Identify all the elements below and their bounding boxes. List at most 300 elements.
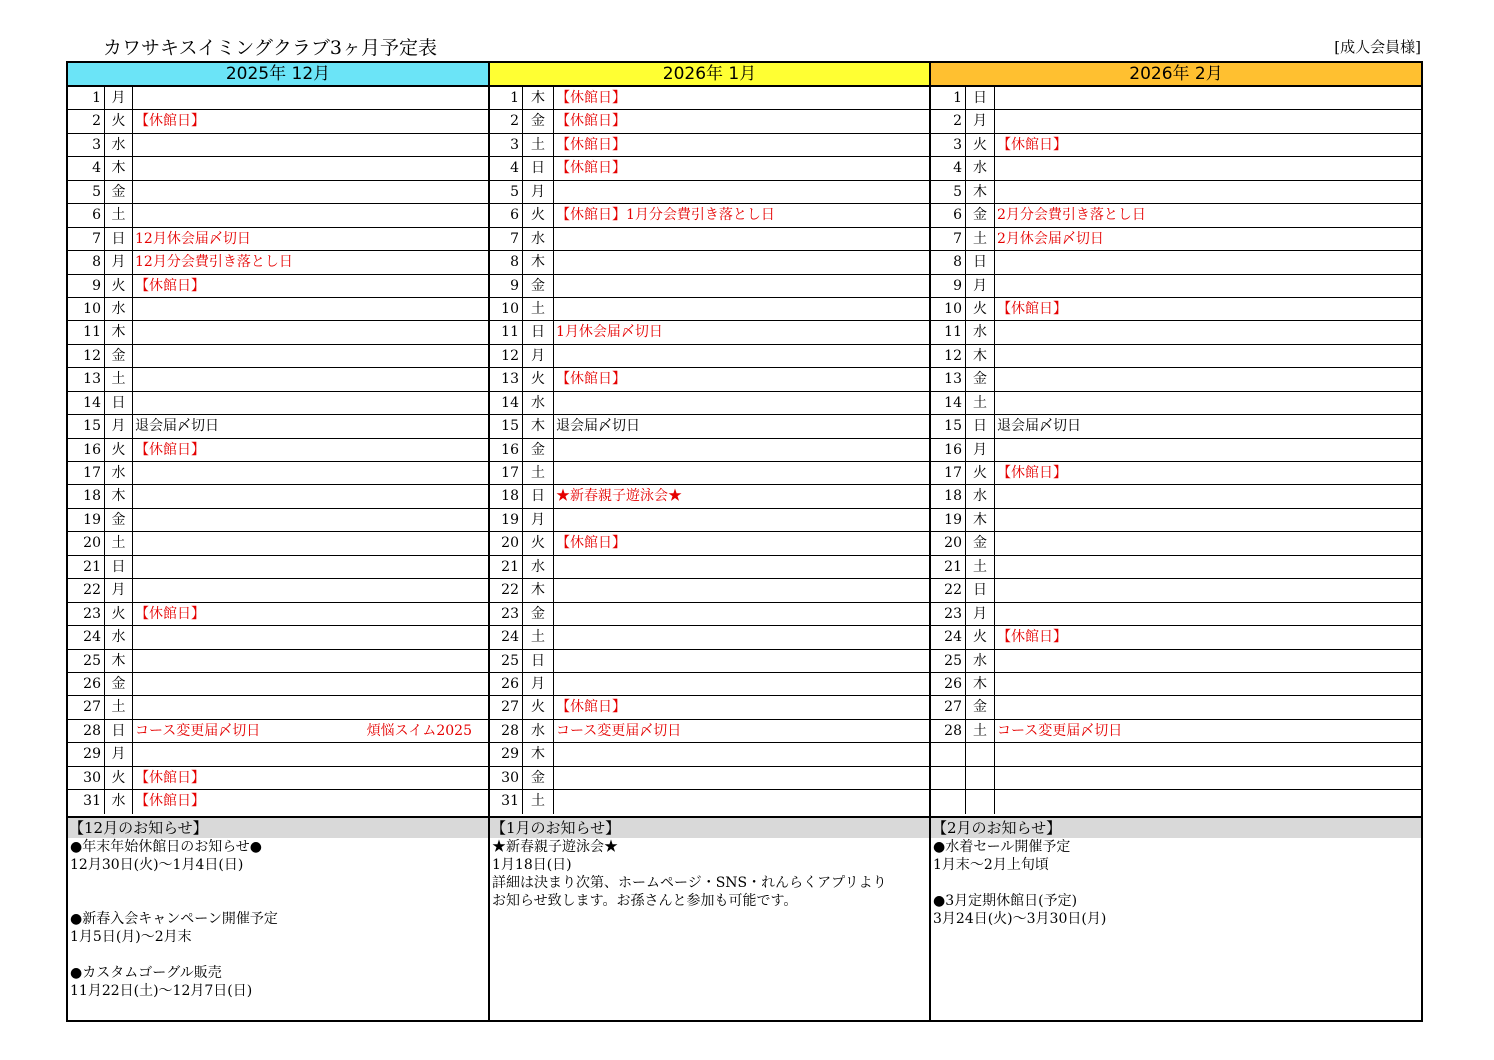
day-number: 1 [490, 87, 523, 109]
day-number: 22 [490, 579, 523, 601]
event-text [554, 556, 929, 578]
event-label: 【休館日】 [135, 113, 205, 130]
day-number: 31 [68, 790, 105, 813]
day-number: 2 [931, 110, 966, 132]
weekday: 火 [105, 767, 133, 789]
weekday: 日 [966, 251, 995, 273]
day-row [931, 650, 1421, 673]
day-row [490, 790, 929, 813]
day-number: 17 [490, 462, 523, 484]
event-text [133, 157, 488, 179]
day-row [931, 368, 1421, 391]
day-number: 7 [68, 228, 105, 250]
day-number: 24 [68, 626, 105, 648]
event-label: 【休館日】 [135, 793, 205, 810]
event-text [133, 368, 488, 390]
weekday: 月 [966, 439, 995, 461]
day-row [490, 204, 929, 227]
event-text [554, 790, 929, 813]
day-row [490, 532, 929, 555]
event-text [133, 626, 488, 648]
weekday: 土 [105, 368, 133, 390]
event-label: コース変更届〆切日 [997, 722, 1123, 739]
event-text [133, 485, 488, 507]
event-text [133, 673, 488, 695]
event-label: コース変更届〆切日 [135, 722, 261, 739]
day-row [931, 275, 1421, 298]
day-row [931, 720, 1421, 743]
day-row [931, 462, 1421, 485]
event-text [133, 720, 488, 742]
weekday: 水 [105, 790, 133, 813]
day-row [68, 87, 488, 110]
event-text [554, 532, 929, 554]
day-number: 14 [490, 392, 523, 414]
day-number [931, 743, 966, 765]
weekday: 土 [105, 204, 133, 226]
event-label: 【休館日】 [997, 629, 1067, 646]
day-number: 16 [931, 439, 966, 461]
day-row [931, 790, 1421, 813]
event-text [554, 509, 929, 531]
weekday: 木 [105, 321, 133, 343]
day-number: 3 [68, 134, 105, 156]
day-number: 21 [490, 556, 523, 578]
day-number: 3 [490, 134, 523, 156]
weekday: 木 [966, 345, 995, 367]
event-label: 退会届〆切日 [997, 418, 1081, 435]
event-text [995, 626, 1421, 648]
notice-line: ●カスタムゴーグル販売 [70, 965, 222, 981]
notice-body [931, 838, 1421, 928]
weekday: 金 [523, 603, 554, 625]
event-label: 【休館日】 [135, 277, 205, 294]
event-text [133, 462, 488, 484]
event-text [554, 275, 929, 297]
event-label: 【休館日】 [997, 136, 1067, 153]
event-text [995, 720, 1421, 742]
notice-line: ●3月定期休館日(予定) [933, 893, 1078, 909]
event-text [554, 650, 929, 672]
notice-line: 詳細は決まり次第、ホームページ・SNS・れんらくアプリより [492, 875, 887, 891]
day-number: 1 [68, 87, 105, 109]
day-row [490, 579, 929, 602]
day-row [931, 298, 1421, 321]
day-row [490, 134, 929, 157]
event-text [554, 345, 929, 367]
day-number: 26 [931, 673, 966, 695]
event-text [133, 275, 488, 297]
event-text [554, 368, 929, 390]
event-text [554, 321, 929, 343]
day-number: 19 [490, 509, 523, 531]
weekday: 土 [966, 392, 995, 414]
weekday: 日 [523, 485, 554, 507]
weekday: 月 [966, 275, 995, 297]
day-row [68, 228, 488, 251]
notice-line: 3月24日(火)～3月30日(月) [933, 911, 1107, 927]
event-label: 2月休会届〆切日 [997, 230, 1104, 247]
event-text [554, 204, 929, 226]
weekday: 水 [105, 626, 133, 648]
weekday: 水 [966, 650, 995, 672]
day-number: 12 [931, 345, 966, 367]
day-number: 18 [490, 485, 523, 507]
day-number: 16 [490, 439, 523, 461]
notice-line: ★新春親子遊泳会★ [492, 839, 618, 855]
weekday: 木 [105, 485, 133, 507]
day-row [931, 767, 1421, 790]
notice-line [70, 946, 488, 964]
day-number: 15 [931, 415, 966, 437]
weekday: 火 [105, 439, 133, 461]
weekday: 木 [523, 579, 554, 601]
weekday: 火 [523, 532, 554, 554]
weekday: 土 [523, 298, 554, 320]
event-text [554, 228, 929, 250]
event-text [554, 603, 929, 625]
event-text [133, 767, 488, 789]
day-row [931, 228, 1421, 251]
day-number: 9 [490, 275, 523, 297]
weekday: 金 [105, 673, 133, 695]
day-number: 18 [68, 485, 105, 507]
day-number: 6 [490, 204, 523, 226]
day-number [931, 790, 966, 813]
month-header: 2026年 2月 [931, 63, 1421, 87]
event-text [995, 298, 1421, 320]
day-row [68, 532, 488, 555]
day-row [931, 251, 1421, 274]
day-number: 28 [931, 720, 966, 742]
weekday: 月 [523, 345, 554, 367]
month-header: 2026年 1月 [490, 63, 929, 87]
event-label: 【休館日】 [556, 699, 626, 716]
event-text [995, 110, 1421, 132]
event-text [554, 579, 929, 601]
day-number: 3 [931, 134, 966, 156]
event-label: 【休館日】 [135, 441, 205, 458]
weekday: 火 [966, 134, 995, 156]
event-text [133, 650, 488, 672]
day-row [490, 228, 929, 251]
day-row [931, 603, 1421, 626]
day-number: 2 [68, 110, 105, 132]
weekday [966, 790, 995, 813]
day-row [931, 415, 1421, 438]
day-number: 1 [931, 87, 966, 109]
day-number: 9 [68, 275, 105, 297]
weekday: 日 [523, 321, 554, 343]
weekday: 金 [523, 110, 554, 132]
day-number: 24 [931, 626, 966, 648]
day-number: 21 [68, 556, 105, 578]
notice-line: ●新春入会キャンペーン開催予定 [70, 911, 278, 927]
notice-line [933, 874, 1421, 892]
day-number: 15 [68, 415, 105, 437]
day-number: 24 [490, 626, 523, 648]
day-number: 30 [490, 767, 523, 789]
weekday: 土 [966, 228, 995, 250]
day-number: 28 [490, 720, 523, 742]
event-text [554, 415, 929, 437]
day-row [490, 157, 929, 180]
weekday: 金 [966, 696, 995, 718]
event-text [133, 415, 488, 437]
weekday: 木 [105, 650, 133, 672]
month-column [929, 63, 1421, 1020]
day-row [490, 345, 929, 368]
event-text [995, 439, 1421, 461]
event-text [995, 345, 1421, 367]
weekday [966, 767, 995, 789]
event-text [995, 579, 1421, 601]
day-number: 11 [931, 321, 966, 343]
day-row [931, 439, 1421, 462]
month-header: 2025年 12月 [68, 63, 488, 87]
notice-title: 【12月のお知らせ】 [68, 818, 488, 838]
day-number: 13 [490, 368, 523, 390]
day-number: 23 [68, 603, 105, 625]
weekday: 金 [523, 767, 554, 789]
day-row [490, 251, 929, 274]
weekday: 木 [523, 743, 554, 765]
event-label: 【休館日】1月分会費引き落とし日 [556, 207, 775, 224]
day-number: 26 [490, 673, 523, 695]
weekday: 月 [105, 743, 133, 765]
day-number: 29 [68, 743, 105, 765]
event-text [554, 462, 929, 484]
day-row [68, 603, 488, 626]
event-label: コース変更届〆切日 [556, 722, 682, 739]
event-text [133, 743, 488, 765]
event-text [995, 650, 1421, 672]
weekday: 日 [523, 157, 554, 179]
weekday: 木 [523, 87, 554, 109]
day-row [490, 181, 929, 204]
event-label: 【休館日】 [556, 371, 626, 388]
weekday: 火 [966, 626, 995, 648]
day-number: 12 [68, 345, 105, 367]
event-text [133, 532, 488, 554]
day-row [490, 485, 929, 508]
notice-box [931, 816, 1421, 1020]
day-row [490, 767, 929, 790]
day-row [490, 415, 929, 438]
event-text [133, 556, 488, 578]
day-row [931, 181, 1421, 204]
day-row [490, 368, 929, 391]
day-number: 25 [931, 650, 966, 672]
event-text [133, 181, 488, 203]
day-number: 31 [490, 790, 523, 813]
notice-line [70, 892, 488, 910]
day-row [68, 392, 488, 415]
day-number: 22 [68, 579, 105, 601]
weekday: 金 [105, 181, 133, 203]
event-text [133, 579, 488, 601]
weekday: 日 [105, 392, 133, 414]
weekday: 水 [966, 321, 995, 343]
day-row [68, 368, 488, 391]
day-number: 17 [68, 462, 105, 484]
day-row [68, 204, 488, 227]
event-text [133, 439, 488, 461]
day-number: 6 [68, 204, 105, 226]
event-text [133, 110, 488, 132]
day-row [68, 181, 488, 204]
weekday: 水 [523, 556, 554, 578]
day-row [68, 650, 488, 673]
day-list [490, 87, 929, 814]
notice-line: ●年末年始休館日のお知らせ● [70, 839, 263, 855]
notice-line: 1月末～2月上旬頃 [933, 857, 1049, 873]
day-row [68, 251, 488, 274]
weekday: 月 [523, 509, 554, 531]
weekday: 金 [523, 275, 554, 297]
weekday [966, 743, 995, 765]
day-row [931, 204, 1421, 227]
day-row [931, 87, 1421, 110]
day-row [931, 345, 1421, 368]
weekday: 土 [966, 556, 995, 578]
event-text [995, 743, 1421, 765]
weekday: 土 [105, 696, 133, 718]
day-number: 27 [931, 696, 966, 718]
event-text [554, 485, 929, 507]
event-text [995, 673, 1421, 695]
event-text [995, 485, 1421, 507]
event-text [133, 345, 488, 367]
schedule-table [66, 61, 1423, 1022]
day-number: 26 [68, 673, 105, 695]
event-text [133, 204, 488, 226]
day-number: 20 [490, 532, 523, 554]
weekday: 日 [966, 87, 995, 109]
weekday: 木 [523, 415, 554, 437]
event-text [554, 251, 929, 273]
day-row [931, 626, 1421, 649]
day-number: 30 [68, 767, 105, 789]
day-number: 4 [931, 157, 966, 179]
event-text [554, 392, 929, 414]
day-row [68, 345, 488, 368]
day-number: 25 [490, 650, 523, 672]
day-row [490, 603, 929, 626]
day-row [490, 392, 929, 415]
event-label: 【休館日】 [997, 465, 1067, 481]
day-row [931, 532, 1421, 555]
day-row [68, 415, 488, 438]
day-number: 10 [68, 298, 105, 320]
day-number: 5 [490, 181, 523, 203]
day-row [68, 485, 488, 508]
notice-line: お知らせ致します。お孫さんと参加も可能です。 [492, 893, 798, 909]
day-number: 23 [490, 603, 523, 625]
event-text [554, 157, 929, 179]
weekday: 土 [523, 626, 554, 648]
event-label: 【休館日】 [556, 90, 626, 106]
weekday: 金 [966, 368, 995, 390]
weekday: 金 [523, 439, 554, 461]
event-label: 12月分会費引き落とし日 [135, 254, 293, 271]
day-list [931, 87, 1421, 814]
day-number: 11 [490, 321, 523, 343]
event-label: 【休館日】 [556, 535, 626, 552]
day-row [931, 392, 1421, 415]
day-number: 8 [68, 251, 105, 273]
day-number: 27 [68, 696, 105, 718]
notice-body [490, 838, 929, 910]
event-label: 退会届〆切日 [135, 418, 219, 435]
event-label: 12月休会届〆切日 [135, 230, 251, 247]
event-text [554, 134, 929, 156]
day-row [490, 509, 929, 532]
day-row [68, 134, 488, 157]
month-column [488, 63, 929, 1020]
event-text [995, 790, 1421, 813]
event-label: 2月分会費引き落とし日 [997, 207, 1146, 224]
day-number: 4 [490, 157, 523, 179]
weekday: 月 [105, 579, 133, 601]
event-text [554, 720, 929, 742]
day-row [931, 110, 1421, 133]
weekday: 土 [523, 462, 554, 484]
day-number: 10 [931, 298, 966, 320]
weekday: 金 [966, 532, 995, 554]
day-row [68, 110, 488, 133]
event-text [554, 743, 929, 765]
day-row [931, 743, 1421, 766]
weekday: 火 [105, 275, 133, 297]
day-row [931, 509, 1421, 532]
day-row [490, 439, 929, 462]
weekday: 木 [966, 509, 995, 531]
notice-title: 【1月のお知らせ】 [490, 818, 929, 838]
event-label: 【休館日】 [556, 136, 626, 153]
day-row [490, 720, 929, 743]
day-row [490, 743, 929, 766]
day-row [931, 696, 1421, 719]
event-text [133, 790, 488, 813]
day-row [68, 579, 488, 602]
day-row [490, 298, 929, 321]
day-number: 13 [931, 368, 966, 390]
day-list [68, 87, 488, 814]
weekday: 水 [523, 720, 554, 742]
event-text [554, 87, 929, 109]
event-text [995, 415, 1421, 437]
weekday: 日 [105, 228, 133, 250]
day-number: 14 [931, 392, 966, 414]
day-row [68, 720, 488, 743]
day-number: 10 [490, 298, 523, 320]
event-text [995, 321, 1421, 343]
day-number: 12 [490, 345, 523, 367]
day-row [68, 790, 488, 813]
day-row [68, 298, 488, 321]
event-label: 【休館日】 [135, 769, 205, 786]
event-text [995, 532, 1421, 554]
day-number [931, 767, 966, 789]
weekday: 金 [105, 345, 133, 367]
day-row [490, 696, 929, 719]
weekday: 月 [523, 181, 554, 203]
day-number: 19 [931, 509, 966, 531]
weekday: 月 [966, 110, 995, 132]
day-number: 16 [68, 439, 105, 461]
day-row [68, 743, 488, 766]
